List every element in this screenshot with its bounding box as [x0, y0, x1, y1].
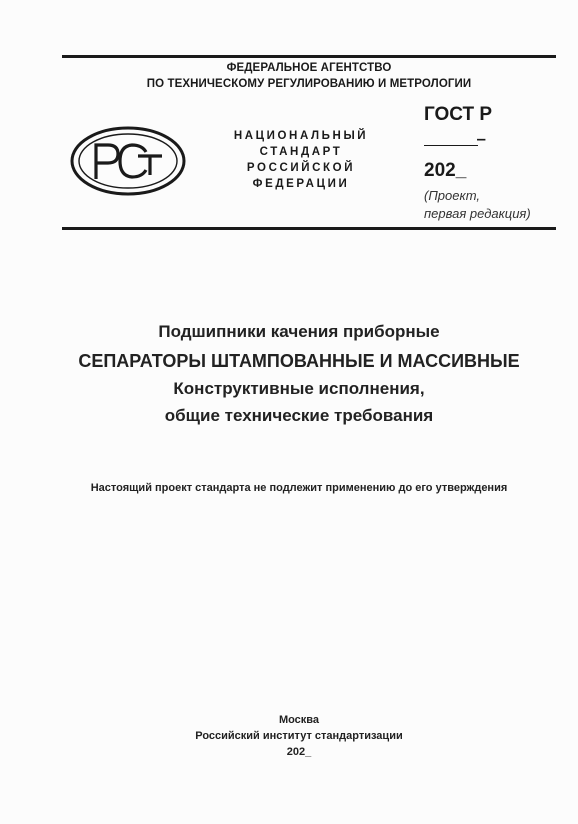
- draft-notice: Настоящий проект стандарта не подлежит применению до его утверждения: [90, 482, 508, 494]
- title-line-4: общие технические требования: [164, 406, 434, 425]
- top-rule: [62, 55, 556, 58]
- imprint-year: 202_: [286, 746, 312, 758]
- title-line-3: Конструктивные исполнения,: [173, 379, 425, 398]
- draft-status-line-1: (Проект,: [424, 188, 481, 203]
- title-line-1: Подшипники качения приборные: [158, 322, 440, 341]
- imprint-city: Москва: [278, 714, 320, 726]
- imprint-publisher: Российский институт стандартизации: [195, 730, 403, 742]
- gost-year: 202_: [424, 160, 467, 181]
- agency-line-1: ФЕДЕРАЛЬНОЕ АГЕНТСТВО: [226, 62, 392, 74]
- national-standard-line-2: СТАНДАРТ: [259, 146, 343, 158]
- number-separator: –: [476, 129, 486, 148]
- title-line-2: СЕПАРАТОРЫ ШТАМПОВАННЫЕ И МАССИВНЫЕ: [78, 351, 520, 371]
- rst-conformity-mark-icon: [68, 125, 188, 197]
- national-standard-line-1: НАЦИОНАЛЬНЫЙ: [233, 130, 369, 142]
- agency-line-2: ПО ТЕХНИЧЕСКОМУ РЕГУЛИРОВАНИЮ И МЕТРОЛОГИИ: [146, 78, 472, 90]
- national-standard-line-3: РОССИЙСКОЙ: [246, 162, 356, 174]
- gost-designation: ГОСТ Р: [424, 104, 493, 125]
- number-underline: [424, 145, 478, 147]
- national-standard-line-4: ФЕДЕРАЦИИ: [252, 178, 350, 190]
- draft-status-line-2: первая редакция): [424, 206, 531, 221]
- bottom-rule: [62, 227, 556, 230]
- gost-number-blank: [424, 125, 486, 148]
